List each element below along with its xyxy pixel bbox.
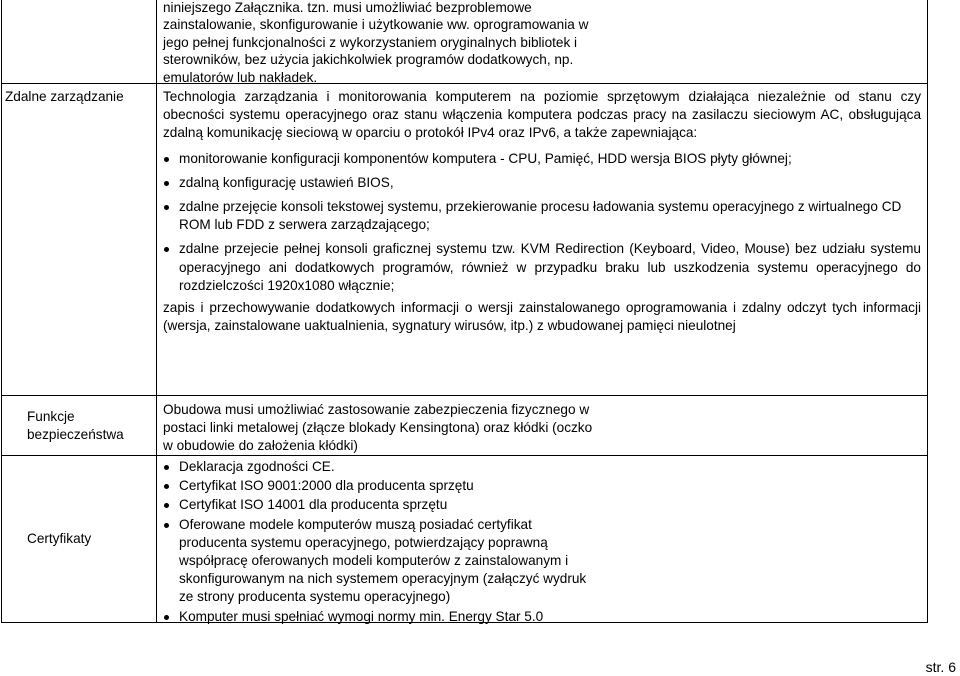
- certificates-content: [163, 458, 603, 626]
- page-number: str. 6: [925, 659, 956, 675]
- list-item: Deklaracja zgodności CE.: [163, 458, 603, 476]
- continuation-text: [163, 0, 921, 86]
- text-line: emulatorów lub nakładek.: [163, 69, 318, 85]
- list-item: monitorowanie konfiguracji komponentów komputera - CPU, Pamięć, HDD wersja BIOS płyty głównej;: [163, 150, 921, 168]
- list-item: zdalną konfigurację ustawień BIOS,: [163, 174, 921, 192]
- text-line: zainstalowanie, skonfigurowanie i użytkowanie ww. oprogramowania w: [163, 17, 589, 33]
- remote-feature-list: [163, 150, 921, 295]
- security-text: Obudowa musi umożliwiać zastosowanie zabezpieczenia fizycznego w postaci linki metalowej (złącze blokady Kensingtona) oraz kłódki (oczko w obudowie do założenia kłódki): [163, 402, 593, 454]
- column-divider: [156, 0, 157, 623]
- certificates-list: [163, 458, 603, 626]
- row-label-certificates: Certyfikaty: [27, 531, 92, 546]
- remote-outro-text: zapis i przechowywanie dodatkowych informacji o wersji zainstalowanego oprogramowania i zdalny odczyt tych informacji (wersja, zainstalowane uaktualnienia, sygnatury wirusów, itp.) z wbudowanej pamięci nieulotnej: [163, 300, 921, 334]
- remote-intro-text: Technologia zarządzania i monitorowania komputerem na poziomie sprzętowym działająca niezależnie od stanu czy obecności systemu operacyjnego oraz stanu włączenia komputera podczas pracy na zasilaczu sieciowym AC, obsługująca zdalną komunikację sieciową w oparciu o protokół IPv4 oraz IPv6, a także zapewniająca:: [163, 89, 921, 141]
- list-item: Oferowane modele komputerów muszą posiadać certyfikat producenta systemu operacyjnego, potwierdzający poprawną współpracę oferowanych modeli komputerów z zainstalowanym i skonfigurowanym na nich systemem operacyjnym (załączyć wydruk ze strony producenta systemu operacyjnego): [163, 516, 603, 607]
- text-line: sterowników, bez użycia jakichkolwiek programów dodatkowych, np.: [163, 52, 574, 68]
- row-label-line: bezpieczeństwa: [27, 427, 124, 442]
- security-content: [163, 401, 603, 456]
- list-item: zdalne przejęcie konsoli tekstowej systemu, przekierowanie procesu ładowania systemu operacyjnego z wirtualnego CD ROM lub FDD z serwera zarządzającego;: [163, 198, 921, 234]
- text-line: jego pełnej funkcjonalności z wykorzystaniem oryginalnych bibliotek i: [163, 34, 578, 50]
- list-item: Certyfikat ISO 14001 dla producenta sprzętu: [163, 496, 603, 514]
- list-item: zdalne przejecie pełnej konsoli graficznej systemu tzw. KVM Redirection (Keyboard, Video, Mouse) bez udziału systemu operacyjnego ani dodatkowych programów, również w przypadku braku lub uszkodzenia systemu operacyjnego do rozdzielczości 1920x1080 włącznie;: [163, 240, 921, 295]
- list-item: Certyfikat ISO 9001:2000 dla producenta sprzętu: [163, 477, 603, 495]
- row-label-line: Funkcje: [27, 409, 75, 424]
- text-line: niniejszego Załącznika. tzn. musi umożliwiać bezproblemowe: [163, 0, 532, 15]
- row-label-remote-management: Zdalne zarządzanie: [5, 89, 124, 104]
- remote-management-content: [163, 88, 921, 335]
- row-label-security: [27, 408, 124, 444]
- list-item: Komputer musi spełniać wymogi normy min. Energy Star 5.0: [163, 608, 603, 626]
